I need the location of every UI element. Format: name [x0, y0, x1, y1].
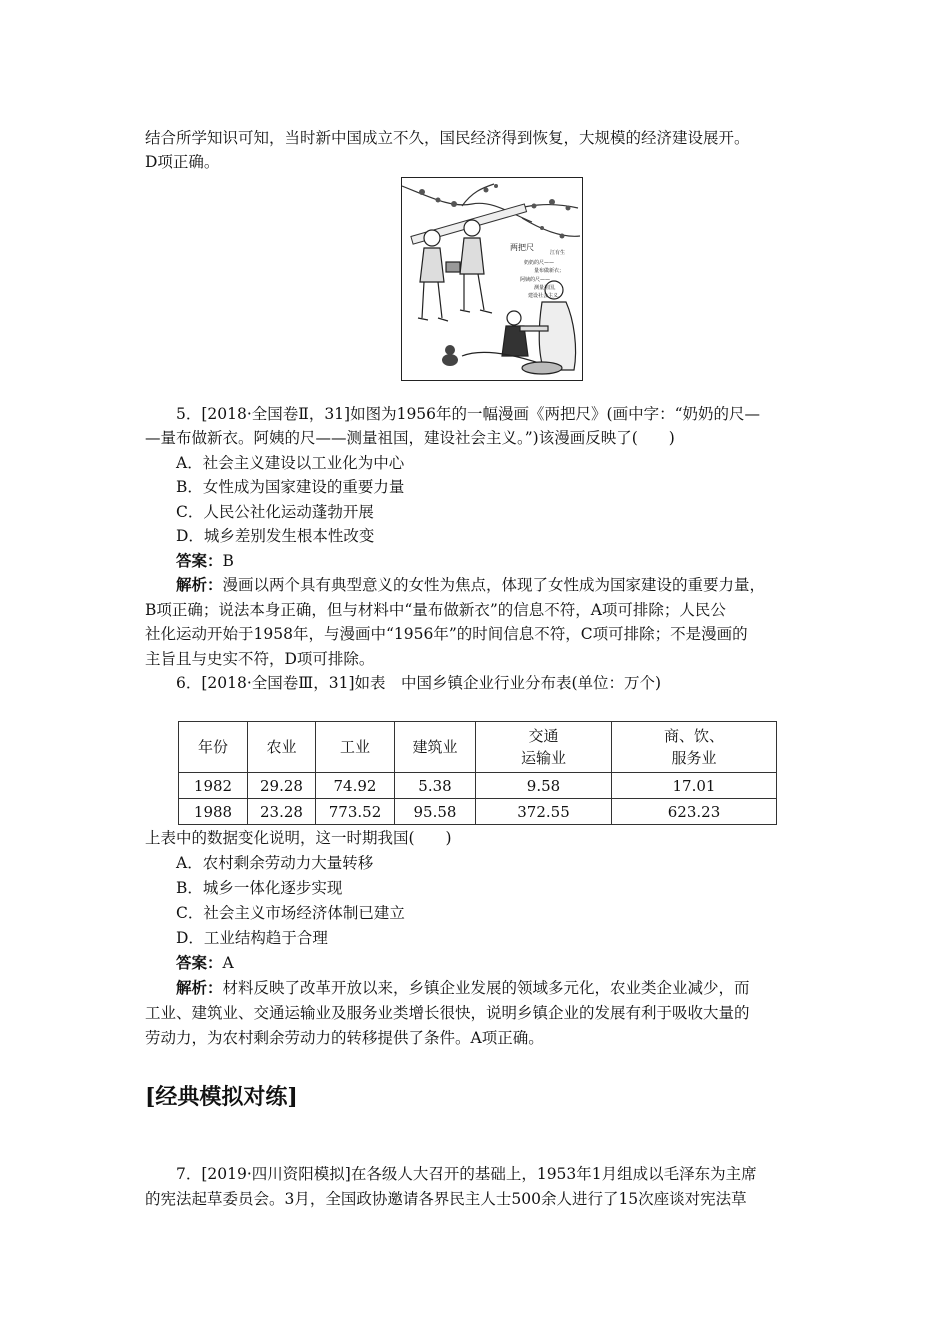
- q7-line-1: 7．[2019·四川资阳模拟]在各级人大召开的基础上，1953年1月组成以毛泽东为主席: [176, 1165, 757, 1183]
- table-cell: 17.01: [612, 773, 777, 799]
- q6-analysis-line-3: 劳动力，为农村剩余劳动力的转移提供了条件。A项正确。: [145, 1029, 544, 1047]
- q6-after-table: 上表中的数据变化说明，这一时期我国( ): [145, 829, 452, 847]
- q6-option-a: A．农村剩余劳动力大量转移: [176, 854, 374, 872]
- table-header-line: 商、饮、: [663, 727, 724, 745]
- table-cell: 1982: [179, 773, 248, 799]
- table-header-line: 交通: [528, 727, 559, 745]
- q6-analysis-label: 解析：: [176, 978, 223, 997]
- table-cell: 5.38: [395, 773, 476, 799]
- q6-analysis-line-2: 工业、建筑业、交通运输业及服务业类增长很快，说明乡镇企业的发展有利于吸收大量的: [145, 1004, 750, 1022]
- table-cell: 95.58: [395, 799, 476, 825]
- intro-line-1: 结合所学知识可知，当时新中国成立不久，国民经济得到恢复，大规模的经济建设展开。: [145, 129, 750, 147]
- table-cell: 1988: [179, 799, 248, 825]
- q5-analysis-line-3: 社化运动开始于1958年，与漫画中“1956年”的时间信息不符，C项可排除；不是漫画的: [145, 625, 748, 643]
- table-row: [179, 773, 777, 799]
- cartoon-two-rulers: [401, 177, 583, 381]
- table-header-line: 服务业: [671, 749, 717, 767]
- table-header-cell: 工业: [316, 722, 395, 773]
- q6-analysis-line-1: [145, 976, 805, 1000]
- table-cell: 23.28: [248, 799, 316, 825]
- table-cell: 372.55: [476, 799, 612, 825]
- table-cell: 623.23: [612, 799, 777, 825]
- q5-analysis-text-1: 漫画以两个具有典型意义的女性为焦点，体现了女性成为国家建设的重要力量，: [222, 576, 766, 594]
- q6-table: [178, 721, 777, 825]
- table-cell: 773.52: [316, 799, 395, 825]
- q5-stem-line-1: 5．[2018·全国卷Ⅱ，31]如图为1956年的一幅漫画《两把尺》(画中字：“奶奶的尺—: [176, 405, 761, 423]
- q6-option-c: C．社会主义市场经济体制已建立: [176, 904, 405, 922]
- q6-answer-value: A: [222, 954, 234, 972]
- cartoon-text-1: 江有生: [550, 250, 566, 256]
- q5-answer: [176, 549, 234, 573]
- cartoon-title: 两把尺: [510, 243, 534, 252]
- q5-answer-value: B: [222, 552, 234, 570]
- intro-line-2: D项正确。: [145, 153, 220, 171]
- table-header-row: [179, 722, 777, 773]
- table-header-line: 运输业: [520, 749, 566, 767]
- table-header-cell: [476, 722, 612, 773]
- q5-analysis-line-2: B项正确；说法本身正确，但与材料中“量布做新衣”的信息不符，A项可排除；人民公: [145, 601, 726, 619]
- q6-analysis-text-1: 材料反映了改革开放以来，乡镇企业发展的领域多元化，农业类企业减少，而: [222, 979, 750, 997]
- q6-answer-label: 答案：: [176, 953, 223, 972]
- table-header-cell: [612, 722, 777, 773]
- cartoon-text-4: 阿姨的尺——: [520, 277, 551, 283]
- section-heading: [经典模拟对练]: [145, 1084, 298, 1110]
- table-header-cell: 农业: [248, 722, 316, 773]
- cartoon-text-5: 测量祖国，: [534, 285, 560, 291]
- q5-analysis-label: 解析：: [176, 575, 223, 594]
- table-cell: 29.28: [248, 773, 316, 799]
- q6-stem: 6．[2018·全国卷Ⅲ，31]如表 中国乡镇企业行业分布表(单位：万个): [176, 674, 662, 692]
- q5-analysis-line-1: [145, 573, 805, 597]
- q5-option-c: C．人民公社化运动蓬勃开展: [176, 503, 374, 521]
- q7-line-2: 的宪法起草委员会。3月，全国政协邀请各界民主人士500余人进行了15次座谈对宪法草: [145, 1190, 747, 1208]
- q5-analysis-line-4: 主旨且与史实不符，D项可排除。: [145, 650, 375, 668]
- q5-answer-label: 答案：: [176, 551, 223, 570]
- table-cell: 9.58: [476, 773, 612, 799]
- q6-option-d: D．工业结构趋于合理: [176, 929, 328, 947]
- table-header-cell: 建筑业: [395, 722, 476, 773]
- table-cell: 74.92: [316, 773, 395, 799]
- cartoon-text-6: 建设社会主义。: [528, 293, 564, 299]
- cartoon-text-3: 量布做新衣；: [534, 268, 565, 274]
- q5-stem-line-2: —量布做新衣。阿姨的尺——测量祖国，建设社会主义。”)该漫画反映了( ): [145, 429, 675, 447]
- q5-option-d: D．城乡差别发生根本性改变: [176, 527, 375, 545]
- table-row: [179, 799, 777, 825]
- q6-answer: [176, 951, 234, 975]
- q5-option-b: B．女性成为国家建设的重要力量: [176, 478, 405, 496]
- cartoon-text-2: 奶奶的尺——: [524, 260, 555, 266]
- q5-option-a: A．社会主义建设以工业化为中心: [176, 454, 405, 472]
- q6-option-b: B．城乡一体化逐步实现: [176, 879, 343, 897]
- table-header-cell: 年份: [179, 722, 248, 773]
- cartoon-drawing: [402, 178, 583, 381]
